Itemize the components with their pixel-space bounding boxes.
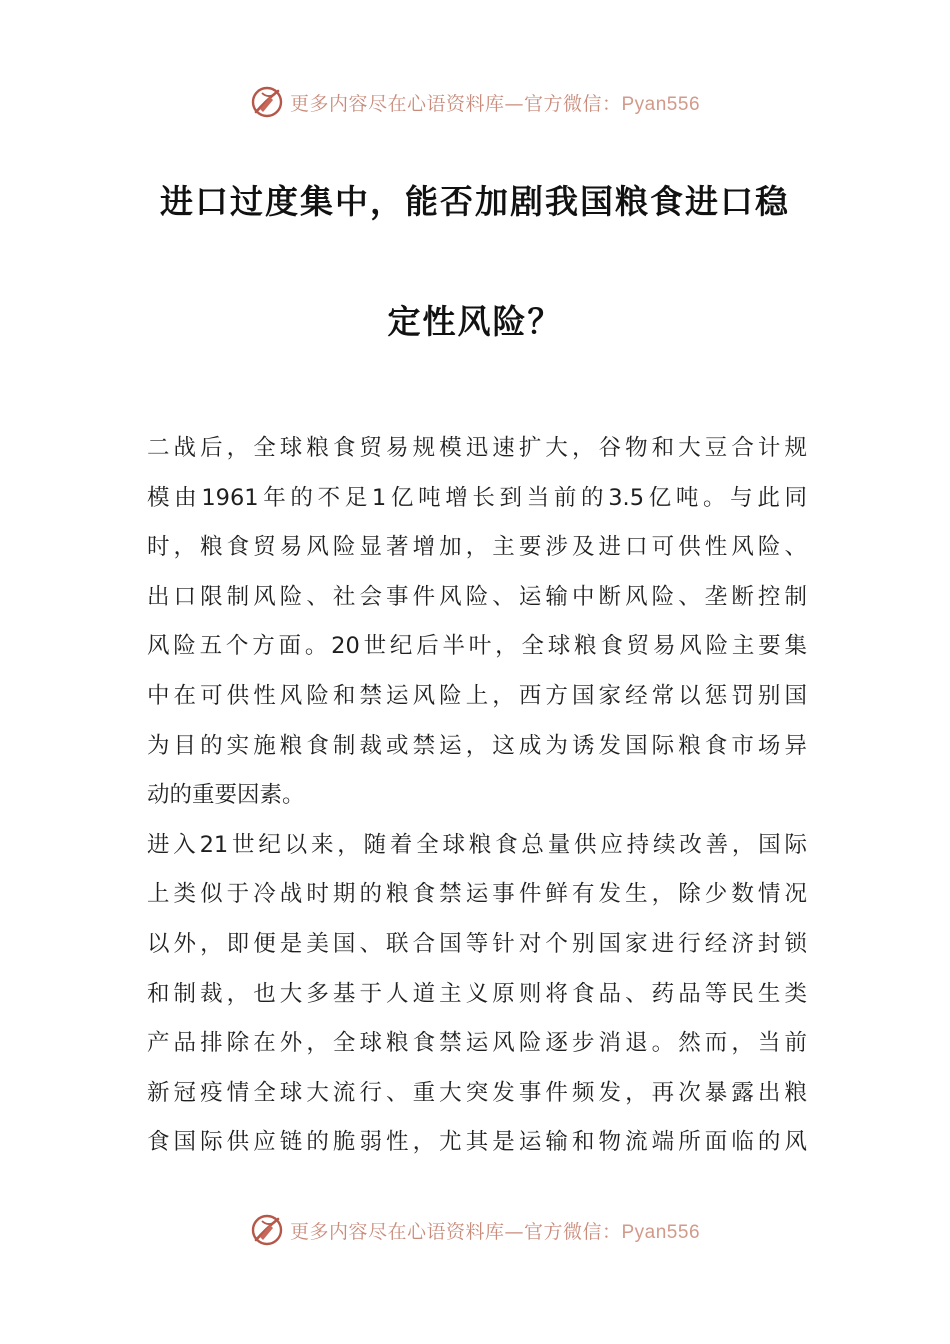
watermark-label: 更多内容尽在心语资料库—官方微信： xyxy=(289,92,622,115)
pen-logo-icon xyxy=(250,85,284,119)
watermark-wechat-id: Pyan556 xyxy=(621,1221,701,1243)
header-watermark xyxy=(0,82,950,122)
footer-watermark xyxy=(0,1210,950,1250)
text-line: 进入21世纪以来，随着全球粮食总量供应持续改善，国际 xyxy=(147,831,807,858)
text-line: 上类似于冷战时期的粮食禁运事件鲜有发生，除少数情况 xyxy=(147,881,807,908)
article-body xyxy=(147,424,807,1168)
document-title-line-1: 进口过度集中，能否加剧我国粮食进口稳 xyxy=(160,182,790,221)
text-line: 时，粮食贸易风险显著增加，主要涉及进口可供性风险、 xyxy=(147,534,807,561)
paragraph-2 xyxy=(147,821,807,1168)
text-line: 模由1961年的不足1亿吨增长到当前的3.5亿吨。与此同 xyxy=(147,484,807,511)
watermark-wechat-id: Pyan556 xyxy=(621,93,701,115)
text-line: 动的重要因素。 xyxy=(147,782,305,809)
paragraph-1 xyxy=(147,424,807,821)
text-line: 出口限制风险、社会事件风险、运输中断风险、垄断控制 xyxy=(147,583,807,610)
text-line: 和制裁，也大多基于人道主义原则将食品、药品等民生类 xyxy=(147,980,807,1007)
text-line: 风险五个方面。20世纪后半叶，全球粮食贸易风险主要集 xyxy=(147,633,807,660)
text-line: 新冠疫情全球大流行、重大突发事件频发，再次暴露出粮 xyxy=(147,1079,807,1106)
text-line: 产品排除在外，全球粮食禁运风险逐步消退。然而，当前 xyxy=(147,1030,807,1057)
document-title-line-2: 定性风险？ xyxy=(387,302,563,341)
watermark-label: 更多内容尽在心语资料库—官方微信： xyxy=(289,1220,622,1243)
pen-logo-icon xyxy=(250,1213,284,1247)
text-line: 二战后，全球粮食贸易规模迅速扩大，谷物和大豆合计规 xyxy=(147,435,807,461)
watermark-text xyxy=(290,89,700,116)
text-line: 以外，即便是美国、联合国等针对个别国家进行经济封锁 xyxy=(147,930,807,957)
text-line: 为目的实施粮食制裁或禁运，这成为诱发国际粮食市场异 xyxy=(147,732,807,759)
text-line: 食国际供应链的脆弱性，尤其是运输和物流端所面临的风 xyxy=(147,1129,807,1156)
watermark-text xyxy=(290,1217,700,1244)
text-line: 中在可供性风险和禁运风险上，西方国家经常以惩罚别国 xyxy=(147,682,807,709)
